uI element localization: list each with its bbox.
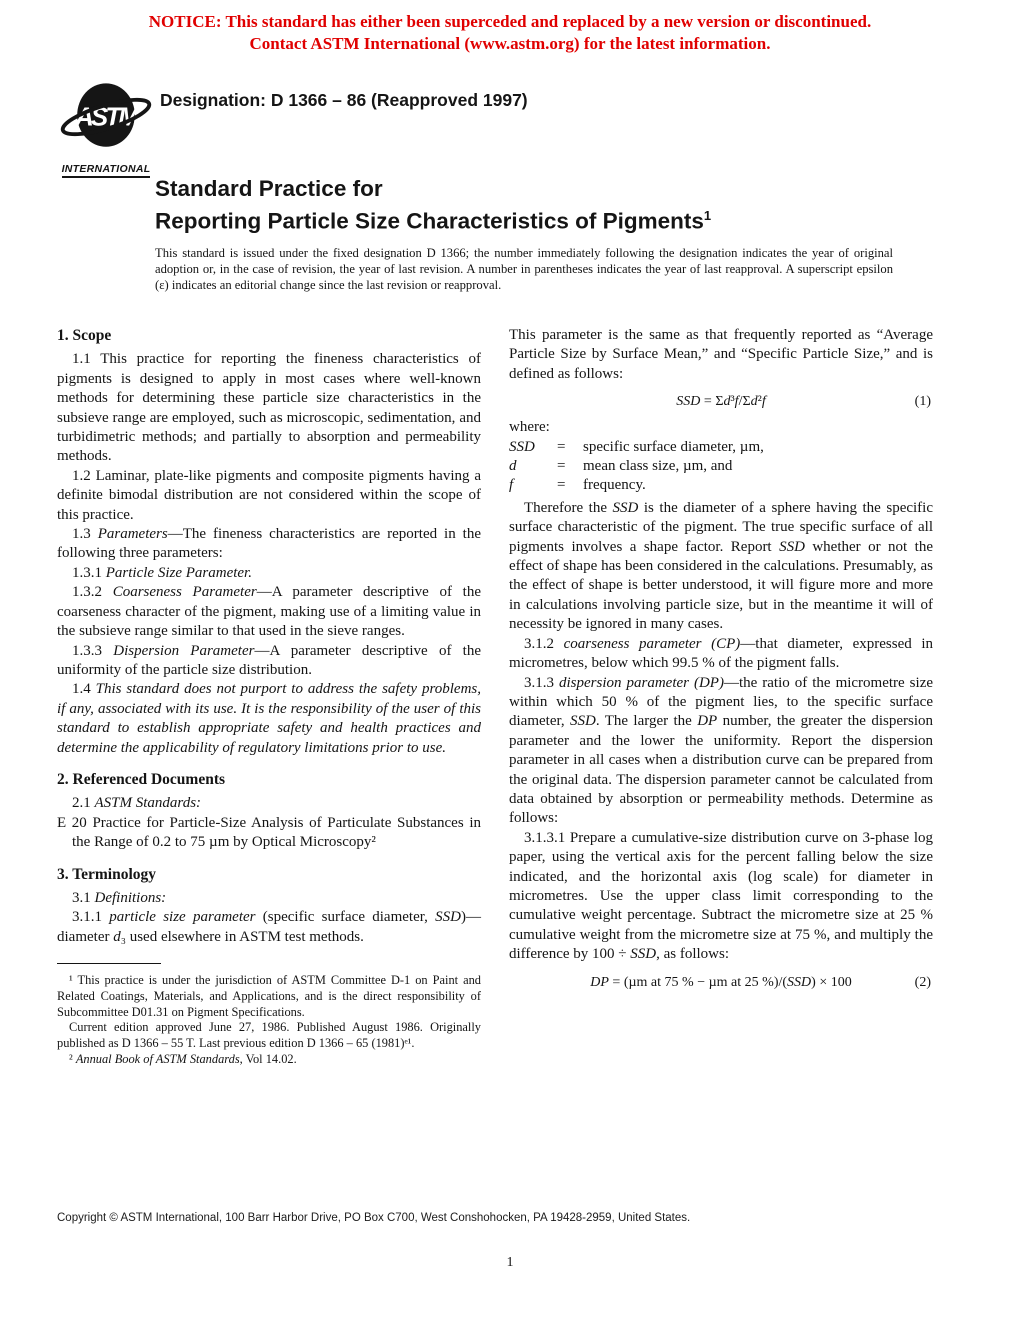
text-run: SSD (570, 713, 596, 730)
text-run: SSD (779, 538, 805, 555)
text-run: is the diameter of a sphere having the specific surface characteristic of the pigment. The true specific surface of all pigments involves a shape factor. Report (509, 499, 933, 555)
equals-sign: = (557, 438, 566, 455)
paragraph (509, 326, 933, 384)
text-run: = (µm at 75 % − µm at 25 %)/( (608, 974, 788, 990)
paragraph (57, 642, 481, 681)
text-run: 1.3.1 (72, 564, 106, 581)
text-run: dispersion parameter (DP) (559, 674, 724, 691)
paragraph (57, 794, 481, 813)
text-run: Definitions: (94, 889, 167, 906)
title-line-2-text: Reporting Particle Size Characteristics of Pigments (155, 208, 704, 234)
footnote-text (57, 973, 481, 1020)
text-run: 1.3 (72, 526, 98, 543)
notice-line-1: NOTICE: This standard has either been superceded and replaced by a new version or discontinued. (148, 12, 872, 31)
astm-logo-icon (58, 80, 154, 154)
text-run: DP (590, 974, 609, 990)
right-column (509, 326, 933, 1067)
text-run: whether or not the effect of shape has been considered in the calculations. Presumably, as the effect of shape is better understood, it will figure more and more in calculations involving particle size, but in the meantime it will of necessity be ignored in many cases. (509, 538, 933, 633)
text-run: 1.2 Laminar, plate-like pigments and composite pigments having a definite bimodal distribution are not considered within the scope of this practice. (57, 467, 481, 523)
equation (509, 393, 933, 411)
text-run: (specific surface diameter, (255, 909, 436, 926)
text-run: SSD (676, 394, 701, 410)
footnote-text (57, 1020, 481, 1051)
text-run: Dispersion Parameter (113, 642, 255, 659)
text-run: ₃ used elsewhere in ASTM test methods. (120, 928, 364, 945)
definition-text: mean class size, µm, and (583, 458, 733, 475)
definition-term: f (509, 477, 514, 494)
text-run: Particle Size Parameter. (105, 564, 252, 581)
text-run: ² (757, 394, 762, 410)
text-run: ² (69, 1051, 76, 1066)
text-run: —A parameter descriptive of the uniformity of the particle size distribution. (57, 642, 481, 678)
section-heading: 1. Scope (57, 327, 112, 344)
equation-body (676, 394, 765, 409)
paragraph (509, 829, 933, 965)
copyright-text: Copyright © ASTM International, 100 Barr Harbor Drive, PO Box C700, West Conshohocken, PA 19428-2959, United States. (57, 1212, 691, 1224)
astm-logo (56, 80, 156, 178)
paragraph (57, 350, 481, 466)
paragraph (509, 499, 933, 635)
body-columns (57, 326, 933, 1067)
text-run: DP (697, 713, 718, 730)
notice-line-2: Contact ASTM International (www.astm.org) for the latest information. (249, 34, 771, 53)
text-run: Parameters (97, 526, 168, 543)
paragraph (509, 674, 933, 829)
left-column (57, 326, 481, 1067)
paragraph (509, 635, 933, 674)
definition-text: specific surface diameter, µm, (583, 438, 764, 455)
text-run: ASTM Standards: (94, 795, 202, 812)
equals-sign: = (557, 458, 566, 475)
text-run: ³ (730, 394, 735, 410)
paragraph (57, 467, 481, 525)
definition-text: frequency. (583, 477, 646, 494)
text-run: particle size parameter (109, 909, 256, 926)
equation (509, 974, 933, 992)
logo-acronym-text: ASTM (75, 103, 137, 132)
text-run: , Vol 14.02. (239, 1051, 297, 1066)
preamble-text: This standard is issued under the fixed designation D 1366; the number immediately following the designation indicates the year of original adoption or, in the case of revision, the year of last revision. A number in parentheses indicates the year of last reapproval. A superscript epsilon (ε) indicates an editorial change since the last revision or reapproval. (155, 246, 893, 292)
paragraph (57, 583, 481, 641)
text-run: Therefore the (524, 499, 613, 516)
paragraph (57, 814, 481, 853)
footnotes (57, 963, 481, 1067)
designation-line: Designation: D 1366 – 86 (Reapproved 1997) (160, 90, 528, 110)
section-heading: 2. Referenced Documents (57, 770, 226, 788)
where-label: where: (509, 419, 550, 436)
text-run: d (750, 394, 758, 410)
text-run: d (723, 394, 731, 410)
symbol-definition-list (509, 418, 933, 496)
text-run: . The larger the (595, 713, 698, 730)
text-run: 1.4 (72, 681, 96, 698)
text-run: 3.1.3.1 Prepare a cumulative-size distribution curve on 3-phase log paper, using the vertical axis for the percent falling below the size indicated, and the horizontal axis (log scale) for diameter in micrometres. Use the upper class limit corresponding to the cumulative weight percentage. Subtract the micrometre size at 25 % cumulative weight from the micrometre size at 75 %, and multiply the difference by 100 ÷ (509, 829, 933, 963)
equation-number: (1) (914, 394, 931, 410)
title-line-2 (155, 202, 711, 235)
text-run: , as follows: (656, 946, 730, 963)
text-run: 3.1.3 (524, 674, 559, 691)
text-run: 3.1 (72, 889, 95, 906)
text-run: —A parameter descriptive of the coarseness character of the pigment, making use of a limiting value in the subsieve range similar to that used in the sieve ranges. (57, 584, 482, 640)
text-run: 3.1.1 (72, 909, 110, 926)
text-run: coarseness parameter (CP) (563, 635, 741, 652)
text-run: Current edition approved June 27, 1986. Published August 1986. Originally published as D 1366 – 55 T. Last previous edition D 1366 – 65 (1981)ᵉ¹. (57, 1020, 481, 1050)
title-line-1: Standard Practice for (155, 176, 383, 201)
text-run: d (113, 928, 121, 945)
logo-subtitle: INTERNATIONAL (62, 163, 151, 178)
text-run: 3.1.2 (524, 635, 564, 652)
text-run: )—diameter (57, 909, 481, 945)
page-number: 1 (506, 1255, 514, 1270)
definition-row (509, 476, 933, 495)
equals-sign: = (557, 477, 566, 494)
text-run: 1.1 This practice for reporting the fineness characteristics of pigments is designed to apply in most cases where well-known methods for determining these particle size characteristics in the subsieve range are employed, such as microscopic, sedimentation, and turbidimetric methods; and partially to absorption and permeability methods. (57, 351, 481, 465)
text-run: —The fineness characteristics are reported in the following three parameters: (57, 526, 482, 562)
text-run: 1.3.3 (72, 642, 114, 659)
text-run: f (734, 394, 739, 410)
definition-row (509, 457, 933, 476)
text-run: 1.3.2 (72, 584, 113, 601)
footnote-rule (57, 963, 161, 964)
paragraph (57, 889, 481, 908)
text-run: f (761, 394, 766, 410)
text-run: Annual Book of ASTM Standards (75, 1051, 240, 1066)
text-run: Coarseness Parameter (112, 584, 257, 601)
text-run: This standard does not purport to address the safety problems, if any, associated with its use. It is the responsibility of the user of this standard to establish appropriate safety and health practices and determine the applicability of regulatory limitations prior to use. (57, 681, 481, 756)
paragraph (57, 525, 481, 564)
text-run: SSD (630, 946, 657, 963)
definition-term: SSD (509, 438, 535, 455)
text-run: SSD (435, 909, 461, 926)
text-run: E 20 Practice for Particle-Size Analysis of Particulate Substances in the Range of 0.2 to 75 µm by Optical Microscopy² (57, 814, 481, 851)
document-title (155, 175, 711, 235)
title-footnote-marker: 1 (703, 208, 712, 223)
section-heading: 3. Terminology (57, 865, 157, 883)
definition-row (509, 438, 933, 457)
text-run: SSD (787, 974, 812, 990)
text-run: 2.1 (72, 795, 95, 812)
footnote-text (57, 1052, 481, 1068)
equation-body (590, 975, 851, 990)
text-run: —that diameter, expressed in micrometres, below which 99.5 % of the pigment falls. (509, 635, 933, 672)
text-run: = Σ (700, 394, 724, 410)
paragraph (57, 680, 481, 758)
text-run: ) × 100 (811, 974, 852, 990)
equation-number: (2) (914, 974, 931, 990)
supersession-notice (0, 11, 1020, 55)
text-run: This parameter is the same as that frequently reported as “Average Particle Size by Surface Mean,” and “Specific Particle Size,” and is defined as follows: (509, 327, 933, 382)
paragraph (57, 908, 481, 947)
definition-term: d (509, 458, 517, 475)
text-run: —the ratio of the micrometre size within which 50 % of the pigment lies, to the specific surface diameter, (509, 674, 934, 730)
text-run: number, the greater the dispersion parameter and the lower the uniformity. Report the dispersion parameter in all cases when a distribution curve can be prepared from the original data. The dispersion parameter cannot be calculated from data obtained by absorption or permeability methods. Determine as follows: (509, 713, 933, 827)
text-run: /Σ (738, 394, 751, 410)
text-run: ¹ This practice is under the jurisdiction of ASTM Committee D-1 on Paint and Related Coatings, Materials, and Applications, and is the direct responsibility of Subcommittee D01.31 on Pigment Specifications. (57, 973, 481, 1019)
paragraph (57, 564, 481, 583)
text-run: SSD (612, 499, 639, 516)
